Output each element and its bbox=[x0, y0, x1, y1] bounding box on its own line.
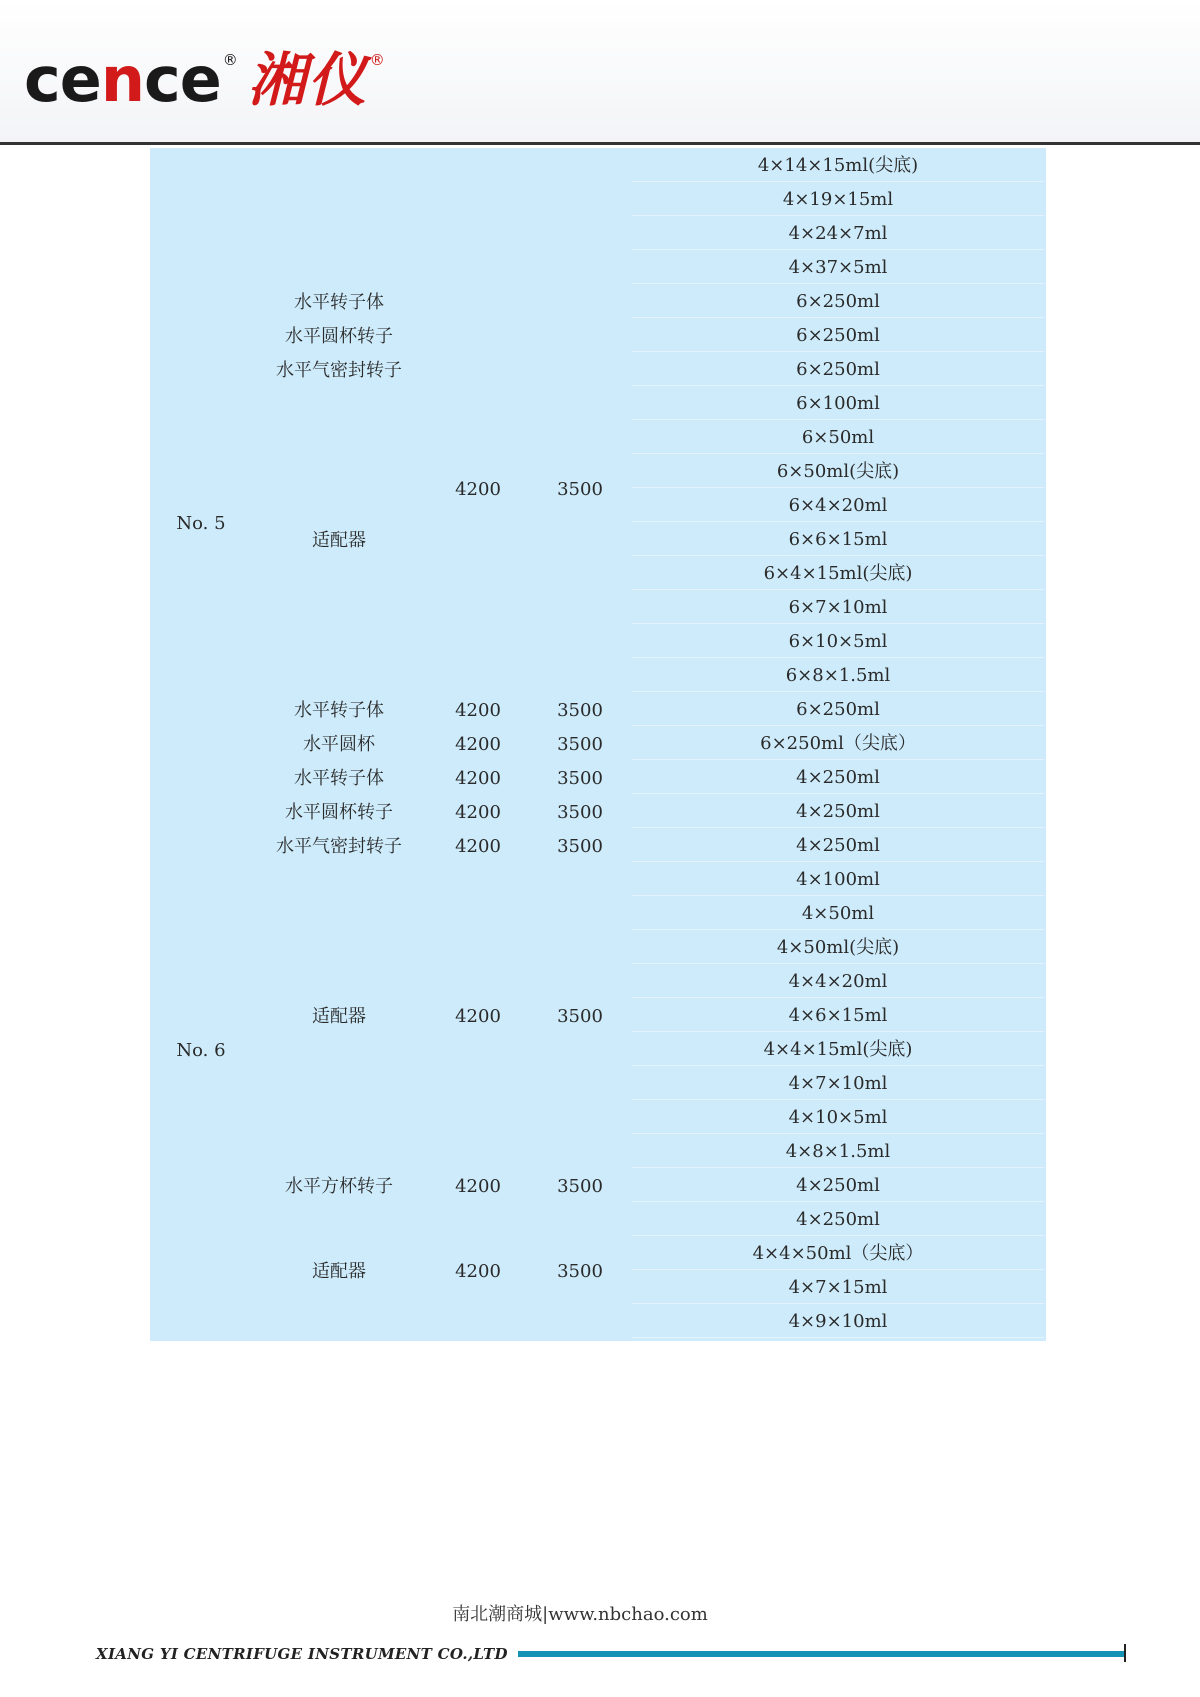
table-cell: 6×4×15ml(尖底) bbox=[632, 559, 1044, 590]
table-cell: No. 5 bbox=[152, 287, 250, 760]
table-cell: 4×6×15ml bbox=[632, 1001, 1044, 1032]
table-cell: 3500 bbox=[530, 831, 630, 862]
table-cell: 3500 bbox=[530, 1171, 630, 1202]
table-cell bbox=[428, 151, 528, 284]
table-cell: 4×100ml bbox=[632, 865, 1044, 896]
table-cell: 4200 bbox=[428, 797, 528, 828]
table-cell: 4200 bbox=[428, 865, 528, 1168]
footer-company-name: XIANG YI CENTRIFUGE INSTRUMENT CO.,LTD bbox=[96, 1645, 508, 1663]
table-row bbox=[152, 287, 1044, 318]
table-cell: 水平方杯转子 bbox=[252, 1171, 426, 1202]
cence-logo bbox=[24, 40, 385, 120]
table-cell: 3500 bbox=[530, 729, 630, 760]
table-cell: 3500 bbox=[530, 695, 630, 726]
table-cell: 6×100ml bbox=[632, 389, 1044, 420]
table-cell: 4×10×5ml bbox=[632, 1103, 1044, 1134]
table-cell: 适配器 bbox=[252, 389, 426, 692]
rotor-spec-table-body bbox=[152, 151, 1044, 1338]
table-cell: 3500 bbox=[530, 287, 630, 692]
table-cell: 水平气密封转子 bbox=[252, 831, 426, 862]
table-row bbox=[152, 1205, 1044, 1236]
table-cell: 4×19×15ml bbox=[632, 185, 1044, 216]
table-cell: 水平转子体 bbox=[252, 287, 426, 318]
table-cell: 水平转子体 bbox=[252, 695, 426, 726]
table-cell: 6×6×15ml bbox=[632, 525, 1044, 556]
table-cell: 4200 bbox=[428, 1171, 528, 1202]
table-cell bbox=[252, 151, 426, 284]
page-header bbox=[0, 0, 1200, 144]
table-cell: 水平圆杯转子 bbox=[252, 321, 426, 352]
table-cell: 4×24×7ml bbox=[632, 219, 1044, 250]
footer-accent-bar bbox=[518, 1651, 1124, 1657]
table-cell: No. 6 bbox=[152, 763, 250, 1338]
table-cell: 6×250ml bbox=[632, 287, 1044, 318]
table-cell: 4×50ml(尖底) bbox=[632, 933, 1044, 964]
table-cell: 4×250ml bbox=[632, 831, 1044, 862]
table-row bbox=[152, 729, 1044, 760]
table-cell: 4200 bbox=[428, 1205, 528, 1338]
table-cell: 4×250ml bbox=[632, 1171, 1044, 1202]
table-cell: 6×250ml bbox=[632, 355, 1044, 386]
table-cell: 4×4×50ml（尖底） bbox=[632, 1239, 1044, 1270]
table-cell: 3500 bbox=[530, 1205, 630, 1338]
table-cell: 4×250ml bbox=[632, 797, 1044, 828]
table-cell: 4200 bbox=[428, 763, 528, 794]
table-cell: 4×14×15ml(尖底) bbox=[632, 151, 1044, 182]
table-cell: 4×37×5ml bbox=[632, 253, 1044, 284]
footer-website: 南北潮商城|www.nbchao.com bbox=[452, 1604, 708, 1625]
table-cell: 6×250ml bbox=[632, 321, 1044, 352]
logo-wordmark: cence bbox=[24, 43, 221, 116]
table-row bbox=[152, 831, 1044, 862]
table-row bbox=[152, 695, 1044, 726]
table-cell: 水平圆杯 bbox=[252, 729, 426, 760]
table-cell: 4×250ml bbox=[632, 1205, 1044, 1236]
table-cell: 3500 bbox=[530, 763, 630, 794]
table-cell: 4×7×10ml bbox=[632, 1069, 1044, 1100]
table-cell: 6×7×10ml bbox=[632, 593, 1044, 624]
table-cell: 4×4×20ml bbox=[632, 967, 1044, 998]
table-cell: 4200 bbox=[428, 287, 528, 692]
table-cell: 4×50ml bbox=[632, 899, 1044, 930]
table-cell: 6×50ml bbox=[632, 423, 1044, 454]
logo-chinese-name: 湘仪 bbox=[247, 46, 368, 114]
table-cell: 适配器 bbox=[252, 865, 426, 1168]
footer-end-tick bbox=[1124, 1644, 1126, 1662]
table-row bbox=[152, 1171, 1044, 1202]
table-cell: 4×250ml bbox=[632, 763, 1044, 794]
table-cell: 3500 bbox=[530, 797, 630, 828]
rotor-spec-table bbox=[150, 148, 1046, 1341]
table-cell: 4200 bbox=[428, 695, 528, 726]
table-cell bbox=[152, 151, 250, 284]
table-row bbox=[152, 865, 1044, 896]
table-cell: 4200 bbox=[428, 831, 528, 862]
header-divider bbox=[0, 142, 1200, 145]
table-cell bbox=[530, 151, 630, 284]
registered-mark: ® bbox=[222, 51, 238, 69]
table-cell: 6×250ml bbox=[632, 695, 1044, 726]
table-cell: 4200 bbox=[428, 729, 528, 760]
table-row bbox=[152, 763, 1044, 794]
table-cell: 4×7×15ml bbox=[632, 1273, 1044, 1304]
table-cell: 3500 bbox=[530, 865, 630, 1168]
table-cell: 水平转子体 bbox=[252, 763, 426, 794]
table-cell: 6×8×1.5ml bbox=[632, 661, 1044, 692]
table-cell: 水平气密封转子 bbox=[252, 355, 426, 386]
table-cell: 4×4×15ml(尖底) bbox=[632, 1035, 1044, 1066]
table-row bbox=[152, 797, 1044, 828]
table-cell: 6×4×20ml bbox=[632, 491, 1044, 522]
table-cell: 6×250ml（尖底） bbox=[632, 729, 1044, 760]
table-cell: 4×9×10ml bbox=[632, 1307, 1044, 1338]
table-cell: 4×8×1.5ml bbox=[632, 1137, 1044, 1168]
table-row bbox=[152, 151, 1044, 182]
registered-mark-cn: ® bbox=[369, 51, 385, 69]
table-cell: 6×50ml(尖底) bbox=[632, 457, 1044, 488]
table-cell: 水平圆杯转子 bbox=[252, 797, 426, 828]
table-cell: 适配器 bbox=[252, 1205, 426, 1338]
table-cell: 6×10×5ml bbox=[632, 627, 1044, 658]
